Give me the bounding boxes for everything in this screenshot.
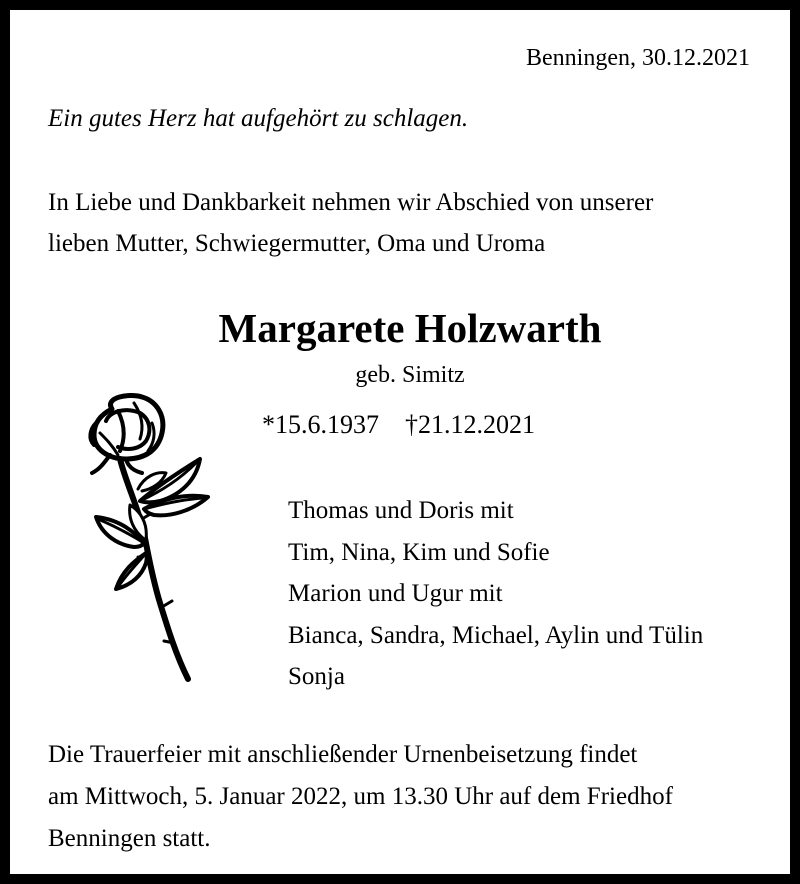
mourners-list <box>288 490 703 698</box>
birth-name: geb. Simitz <box>355 362 465 388</box>
mourner-line: Marion und Ugur mit <box>288 580 503 607</box>
ceremony-notice <box>48 734 673 860</box>
place-date: Benningen, 30.12.2021 <box>526 45 750 71</box>
mourner-line: Tim, Nina, Kim und Sofie <box>288 538 550 566</box>
life-dates <box>262 412 535 438</box>
mourner-line: Thomas und Doris mit <box>288 497 514 524</box>
born-date: *15.6.1937 <box>262 410 379 439</box>
rose-icon <box>82 393 217 685</box>
ceremony-line: Die Trauerfeier mit anschließender Urnenbeisetzung findet <box>48 741 638 768</box>
ceremony-line: am Mittwoch, 5. Januar 2022, um 13.30 Uhr auf dem Friedhof <box>48 783 673 810</box>
motto: Ein gutes Herz hat aufgehört zu schlagen. <box>48 105 469 132</box>
intro-text <box>48 182 653 264</box>
ceremony-line: Benningen statt. <box>48 825 211 852</box>
death-date: †21.12.2021 <box>405 410 535 439</box>
deceased-name: Margarete Holzwarth <box>218 305 602 351</box>
mourner-line: Sonja <box>288 663 345 690</box>
intro-line: lieben Mutter, Schwiegermutter, Oma und Uroma <box>48 230 546 257</box>
intro-line: In Liebe und Dankbarkeit nehmen wir Abschied von unserer <box>48 189 654 216</box>
mourner-line: Bianca, Sandra, Michael, Aylin und Tülin <box>288 621 704 649</box>
